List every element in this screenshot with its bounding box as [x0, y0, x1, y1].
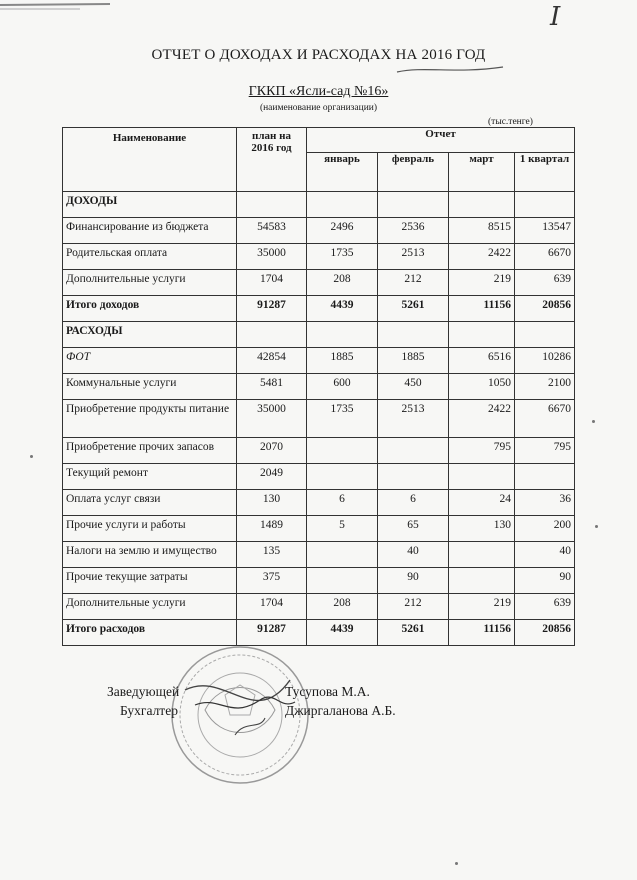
cell-plan: 2049 [237, 464, 307, 490]
row-name: Оплата услуг связи [63, 490, 237, 516]
header-report: Отчет [307, 128, 575, 153]
cell-feb [378, 464, 449, 490]
cell-q1 [515, 464, 575, 490]
cell-plan: 375 [237, 568, 307, 594]
cell-jan: 6 [307, 490, 378, 516]
scan-speck [595, 525, 598, 528]
cell-mar: 219 [449, 594, 515, 620]
cell-plan: 135 [237, 542, 307, 568]
cell-mar: 8515 [449, 218, 515, 244]
cell-feb: 5261 [378, 296, 449, 322]
cell-feb: 5261 [378, 620, 449, 646]
table-row [63, 490, 575, 516]
table-row [63, 516, 575, 542]
cell-q1: 13547 [515, 218, 575, 244]
cell-plan: 35000 [237, 244, 307, 270]
table-row [63, 568, 575, 594]
income-total-row [63, 296, 575, 322]
cell-mar [449, 542, 515, 568]
row-name: Текущий ремонт [63, 464, 237, 490]
row-name: Прочие текущие затраты [63, 568, 237, 594]
scan-speck [455, 862, 458, 865]
cell-jan: 4439 [307, 620, 378, 646]
units-label: (тыс.тенге) [488, 117, 533, 127]
cell-q1: 36 [515, 490, 575, 516]
cell-plan: 130 [237, 490, 307, 516]
cell-feb: 1885 [378, 348, 449, 374]
row-name: Итого доходов [63, 296, 237, 322]
row-name: Итого расходов [63, 620, 237, 646]
header-quarter: 1 квартал [515, 153, 575, 192]
cell-mar: 11156 [449, 620, 515, 646]
signature-role-accountant: Бухгалтер [120, 703, 178, 718]
cell-feb: 65 [378, 516, 449, 542]
cell-plan: 35000 [237, 400, 307, 438]
cell-mar: 130 [449, 516, 515, 542]
header-january: январь [307, 153, 378, 192]
page-title: ОТЧЕТ О ДОХОДАХ И РАСХОДАХ НА 2016 ГОД [151, 47, 486, 63]
row-name: Дополнительные услуги [63, 270, 237, 296]
header-row [63, 128, 575, 153]
cell-plan: 42854 [237, 348, 307, 374]
cell-feb [378, 438, 449, 464]
cell-q1: 20856 [515, 296, 575, 322]
cell-jan: 208 [307, 270, 378, 296]
cell-plan: 1704 [237, 594, 307, 620]
cell-jan [307, 568, 378, 594]
cell-jan: 1885 [307, 348, 378, 374]
cell-feb: 2513 [378, 244, 449, 270]
cell-q1: 639 [515, 594, 575, 620]
cell-mar [449, 568, 515, 594]
table-row [63, 348, 575, 374]
cell-plan: 5481 [237, 374, 307, 400]
cell-feb: 212 [378, 270, 449, 296]
table-row [63, 244, 575, 270]
scan-speck [592, 420, 595, 423]
organization-name: ГККП «Ясли-сад №16» [248, 84, 389, 99]
cell-mar: 6516 [449, 348, 515, 374]
table-row [63, 594, 575, 620]
row-name: Налоги на землю и имущество [63, 542, 237, 568]
cell-feb: 6 [378, 490, 449, 516]
cell-mar: 219 [449, 270, 515, 296]
cell-q1: 40 [515, 542, 575, 568]
header-name: Наименование [63, 128, 237, 192]
cell-q1: 90 [515, 568, 575, 594]
cell-q1: 20856 [515, 620, 575, 646]
cell-q1: 200 [515, 516, 575, 542]
cell-jan: 5 [307, 516, 378, 542]
table-row [63, 464, 575, 490]
cell-q1: 10286 [515, 348, 575, 374]
row-name: Коммунальные услуги [63, 374, 237, 400]
row-name: Приобретение прочих запасов [63, 438, 237, 464]
cell-feb: 212 [378, 594, 449, 620]
cell-q1: 639 [515, 270, 575, 296]
cell-q1: 2100 [515, 374, 575, 400]
cell-mar: 2422 [449, 400, 515, 438]
income-section-title: ДОХОДЫ [63, 192, 237, 218]
cell-q1: 795 [515, 438, 575, 464]
table-row [63, 270, 575, 296]
cell-mar: 11156 [449, 296, 515, 322]
cell-plan: 2070 [237, 438, 307, 464]
signature-role-head: Заведующей [107, 684, 180, 699]
cell-plan: 91287 [237, 620, 307, 646]
table-row [63, 374, 575, 400]
table-row [63, 400, 575, 438]
row-name: Прочие услуги и работы [63, 516, 237, 542]
table-row [63, 218, 575, 244]
expense-section-row [63, 322, 575, 348]
table-row [63, 542, 575, 568]
scan-mark [0, 0, 110, 14]
cell-jan [307, 542, 378, 568]
row-name: Дополнительные услуги [63, 594, 237, 620]
expense-total-row [63, 620, 575, 646]
cell-jan: 1735 [307, 400, 378, 438]
table-row [63, 438, 575, 464]
cell-mar: 2422 [449, 244, 515, 270]
organization-caption: (наименование организации) [259, 103, 378, 113]
cell-mar: 1050 [449, 374, 515, 400]
expense-section-title: РАСХОДЫ [63, 322, 237, 348]
scan-speck [30, 455, 33, 458]
cell-q1: 6670 [515, 400, 575, 438]
cell-jan: 208 [307, 594, 378, 620]
cell-feb: 2513 [378, 400, 449, 438]
cell-feb: 2536 [378, 218, 449, 244]
report-table [62, 127, 575, 646]
page-number: I [550, 2, 561, 32]
cell-mar [449, 464, 515, 490]
cell-plan: 1489 [237, 516, 307, 542]
signature-name-head: Тусупова М.А. [285, 684, 370, 699]
row-name: Финансирование из бюджета [63, 218, 237, 244]
row-name: Родительская оплата [63, 244, 237, 270]
cell-mar: 24 [449, 490, 515, 516]
cell-jan: 600 [307, 374, 378, 400]
cell-q1: 6670 [515, 244, 575, 270]
income-section-row [63, 192, 575, 218]
cell-feb: 90 [378, 568, 449, 594]
cell-jan [307, 438, 378, 464]
cell-jan: 4439 [307, 296, 378, 322]
cell-mar: 795 [449, 438, 515, 464]
cell-plan: 1704 [237, 270, 307, 296]
header-plan: план на 2016 год [237, 128, 307, 192]
row-name: ФОТ [63, 348, 237, 374]
signature-name-accountant: Джиргаланова А.Б. [285, 703, 396, 718]
cell-jan [307, 464, 378, 490]
cell-plan: 54583 [237, 218, 307, 244]
cell-feb: 40 [378, 542, 449, 568]
header-march: март [449, 153, 515, 192]
pen-underline-mark [395, 62, 505, 76]
cell-jan: 2496 [307, 218, 378, 244]
header-february: февраль [378, 153, 449, 192]
cell-jan: 1735 [307, 244, 378, 270]
cell-plan: 91287 [237, 296, 307, 322]
cell-feb: 450 [378, 374, 449, 400]
row-name: Приобретение продукты питание [63, 400, 237, 438]
